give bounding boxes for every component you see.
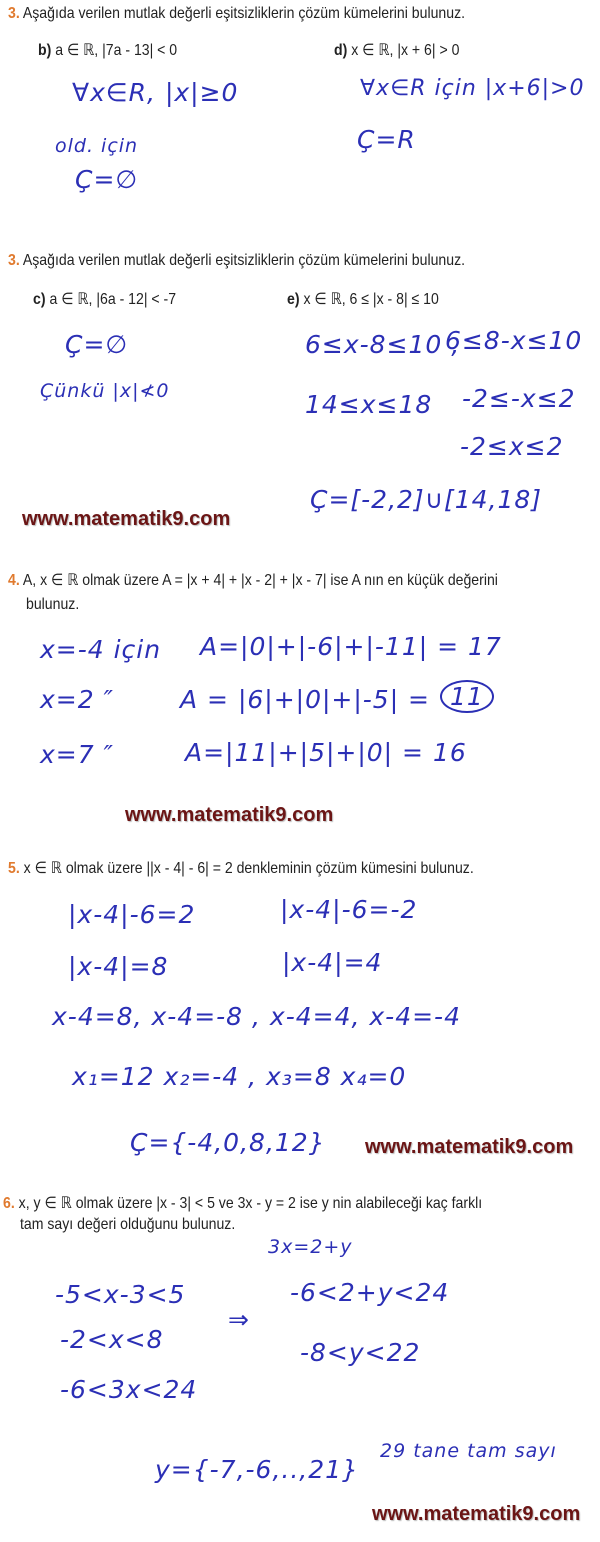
watermark: www.matematik9.com bbox=[22, 508, 231, 530]
handwriting: Ç={-4,0,8,12} bbox=[130, 1128, 326, 1157]
section6-heading bbox=[3, 1193, 482, 1213]
section4-heading-line2: bulunuz. bbox=[26, 596, 80, 613]
handwriting: -2≤x≤2 bbox=[460, 432, 564, 461]
handwriting: Ç=R bbox=[357, 125, 416, 154]
circled-answer: 11 bbox=[440, 680, 494, 713]
handwriting: -5<x-3<5 bbox=[55, 1280, 186, 1309]
handwriting: 29 tane tam sayı bbox=[380, 1440, 557, 1462]
implies-arrow: ⇒ bbox=[228, 1305, 250, 1334]
handwriting: x₁=12 x₂=-4 , x₃=8 x₄=0 bbox=[72, 1062, 407, 1091]
question-text: x, y ∈ ℝ olmak üzere |x - 3| < 5 ve 3x - y = 2 ise y nin alabileceği kaç farklı bbox=[18, 1195, 483, 1212]
handwriting: 6≤8-x≤10 bbox=[445, 326, 583, 355]
part-label: b) bbox=[38, 42, 52, 59]
problem-c bbox=[33, 289, 176, 309]
handwriting: A=|11|+|5|+|0| = 16 bbox=[185, 738, 467, 767]
section1-heading bbox=[8, 5, 465, 23]
handwriting: |x-4|-6=-2 bbox=[280, 895, 418, 924]
section2-heading bbox=[8, 252, 465, 270]
part-text: x ∈ ℝ, 6 ≤ |x - 8| ≤ 10 bbox=[303, 291, 439, 308]
handwriting: -8<y<22 bbox=[300, 1338, 421, 1367]
part-text: x ∈ ℝ, |x + 6| > 0 bbox=[351, 42, 460, 59]
handwriting: Ç=[-2,2]∪[14,18] bbox=[310, 485, 543, 514]
watermark: www.matematik9.com bbox=[125, 804, 334, 826]
handwriting: 6≤x-8≤10 , bbox=[305, 330, 461, 359]
handwriting: ∀x∈R, |x|≥0 bbox=[72, 78, 239, 107]
watermark: www.matematik9.com bbox=[372, 1503, 581, 1525]
question-number: 4. bbox=[8, 572, 20, 589]
handwriting: |x-4|-6=2 bbox=[68, 900, 196, 929]
handwriting: |x-4|=4 bbox=[282, 948, 383, 977]
handwriting: x=7 ″ bbox=[40, 740, 114, 769]
question-number: 6. bbox=[3, 1195, 15, 1212]
handwriting: |x-4|=8 bbox=[68, 952, 169, 981]
section4-heading bbox=[8, 570, 498, 590]
part-label: e) bbox=[287, 291, 300, 308]
question-text: Aşağıda verilen mutlak değerli eşitsizliklerin çözüm kümelerini bulunuz. bbox=[22, 252, 466, 269]
watermark: www.matematik9.com bbox=[365, 1136, 574, 1158]
handwriting: -6<2+y<24 bbox=[290, 1278, 450, 1307]
handwriting: Çünkü |x|≮0 bbox=[40, 380, 170, 402]
handwriting: -6<3x<24 bbox=[60, 1375, 198, 1404]
handwriting: A=|0|+|-6|+|-11| = 17 bbox=[200, 632, 502, 661]
handwriting: old. için bbox=[55, 135, 139, 157]
question-text: x ∈ ℝ olmak üzere ||x - 4| - 6| = 2 denkleminin çözüm kümesini bulunuz. bbox=[23, 860, 474, 877]
part-label: d) bbox=[334, 42, 348, 59]
question-text: Aşağıda verilen mutlak değerli eşitsizliklerin çözüm kümelerini bulunuz. bbox=[22, 5, 466, 22]
problem-b bbox=[38, 40, 177, 60]
question-number: 3. bbox=[8, 252, 20, 269]
part-text: a ∈ ℝ, |6a - 12| < -7 bbox=[49, 291, 177, 308]
handwriting: x-4=8, x-4=-8 , x-4=4, x-4=-4 bbox=[52, 1002, 461, 1031]
question-text: A, x ∈ ℝ olmak üzere A = |x + 4| + |x - 2| + |x - 7| ise A nın en küçük değerini bbox=[22, 572, 498, 589]
part-text: a ∈ ℝ, |7a - 13| < 0 bbox=[55, 42, 178, 59]
section5-heading bbox=[8, 858, 474, 878]
handwriting: Ç=∅ bbox=[75, 165, 139, 194]
problem-e bbox=[287, 289, 439, 309]
handwriting: Ç=∅ bbox=[65, 330, 129, 359]
question-number: 5. bbox=[8, 860, 20, 877]
handwriting: x=-4 için bbox=[40, 635, 162, 664]
handwriting: 14≤x≤18 bbox=[305, 390, 433, 419]
section6-heading-line2: tam sayı değeri olduğunu bulunuz. bbox=[20, 1216, 236, 1233]
problem-d bbox=[334, 40, 459, 60]
handwriting: 3x=2+y bbox=[268, 1236, 353, 1258]
question-number: 3. bbox=[8, 5, 20, 22]
handwriting: -2<x<8 bbox=[60, 1325, 164, 1354]
handwriting: A = |6|+|0|+|-5| = bbox=[180, 685, 431, 714]
handwriting: x=2 ″ bbox=[40, 685, 114, 714]
handwriting: y={-7,-6,..,21} bbox=[155, 1455, 359, 1484]
handwriting: -2≤-x≤2 bbox=[462, 384, 576, 413]
part-label: c) bbox=[33, 291, 46, 308]
handwriting: ∀x∈R için |x+6|>0 bbox=[360, 76, 585, 101]
